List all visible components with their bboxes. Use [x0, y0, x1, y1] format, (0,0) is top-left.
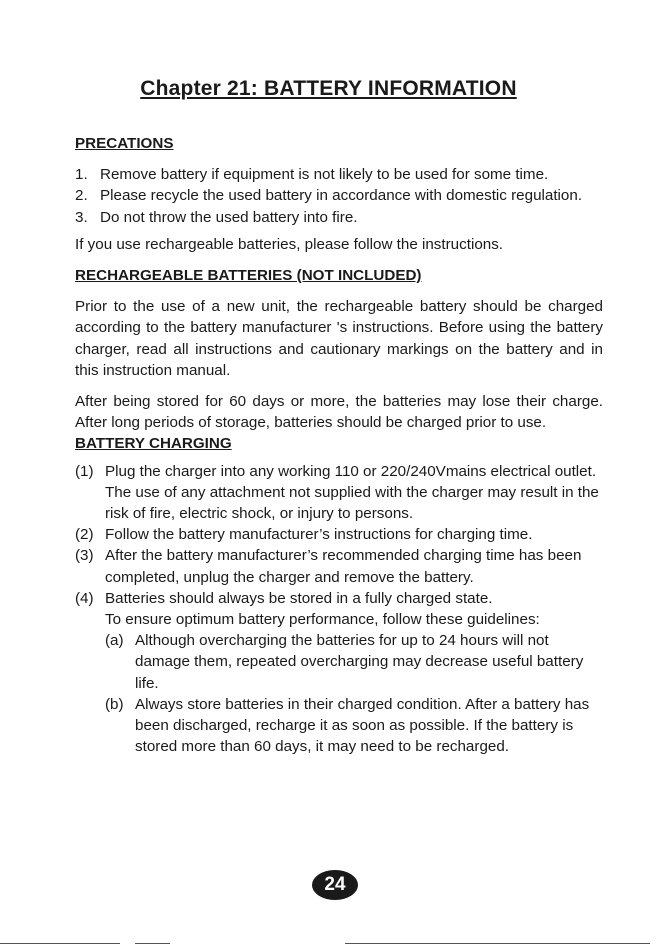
list-text: Always store batteries in their charged condition. After a battery has been discharged, recharge it as soon as possible. If the battery is stored more than 60 days, it may need to be recharged.: [135, 695, 590, 756]
list-item: [75, 588, 603, 758]
list-number: (b): [105, 695, 124, 713]
list-item: [75, 207, 603, 228]
footer-mark: [0, 943, 120, 944]
list-item: [75, 545, 603, 587]
list-item: [75, 524, 603, 545]
list-item: [105, 630, 603, 694]
list-number: (2): [75, 526, 94, 544]
list-number: 1.: [75, 166, 88, 184]
chapter-title: Chapter 21: BATTERY INFORMATION: [140, 77, 517, 100]
list-item: [75, 461, 603, 525]
list-text: Do not throw the used battery into fire.: [100, 208, 358, 226]
list-item: [75, 164, 603, 185]
list-item: [75, 185, 603, 206]
footer-mark: [345, 943, 650, 944]
list-text: Plug the charger into any working 110 or 220/240Vmains electrical outlet. The use of any attachment not supplied with the charger may result in the risk of fire, electric shock, or injury to persons.: [105, 462, 599, 523]
page-content: [75, 133, 603, 757]
rechargeable-paragraph-2: After being stored for 60 days or more, the batteries may lose their charge. After long periods of storage, batteries should be charged prior to use.: [75, 393, 603, 432]
precautions-heading: PRECATIONS: [75, 135, 174, 152]
list-number: (4): [75, 589, 94, 607]
list-text: Batteries should always be stored in a fully charged state.: [105, 589, 493, 607]
list-number: (3): [75, 547, 94, 565]
guideline-list: [105, 630, 603, 757]
footer-mark: [135, 943, 170, 944]
list-text: After the battery manufacturer’s recommended charging time has been completed, unplug the charger and remove the battery.: [105, 547, 582, 586]
charging-list: [75, 461, 603, 758]
list-number: (a): [105, 632, 124, 650]
list-number: 2.: [75, 187, 88, 205]
charging-heading: BATTERY CHARGING: [75, 435, 232, 453]
list-number: 3.: [75, 208, 88, 226]
list-text: Remove battery if equipment is not likely to be used for some time.: [100, 166, 549, 184]
precautions-list: [75, 164, 603, 228]
list-text: Although overcharging the batteries for up to 24 hours will not damage them, repeated overcharging may decrease useful battery life.: [135, 632, 584, 692]
rechargeable-heading: RECHARGEABLE BATTERIES (NOT INCLUDED): [75, 267, 422, 285]
list-item: [105, 694, 603, 758]
list-text: To ensure optimum battery performance, follow these guidelines:: [105, 611, 540, 629]
list-text: Please recycle the used battery in accordance with domestic regulation.: [100, 187, 583, 205]
list-text: Follow the battery manufacturer’s instructions for charging time.: [105, 526, 533, 544]
page-number-badge: 24: [312, 870, 358, 900]
rechargeable-paragraph-1: Prior to the use of a new unit, the rechargeable battery should be charged according to the battery manufacturer 's instructions. Before using the battery charger, read all instructions and cautionary markings on the battery and in this instruction manual.: [75, 298, 603, 379]
list-number: (1): [75, 462, 94, 480]
rechargeable-note: If you use rechargeable batteries, please follow the instructions.: [75, 235, 504, 253]
